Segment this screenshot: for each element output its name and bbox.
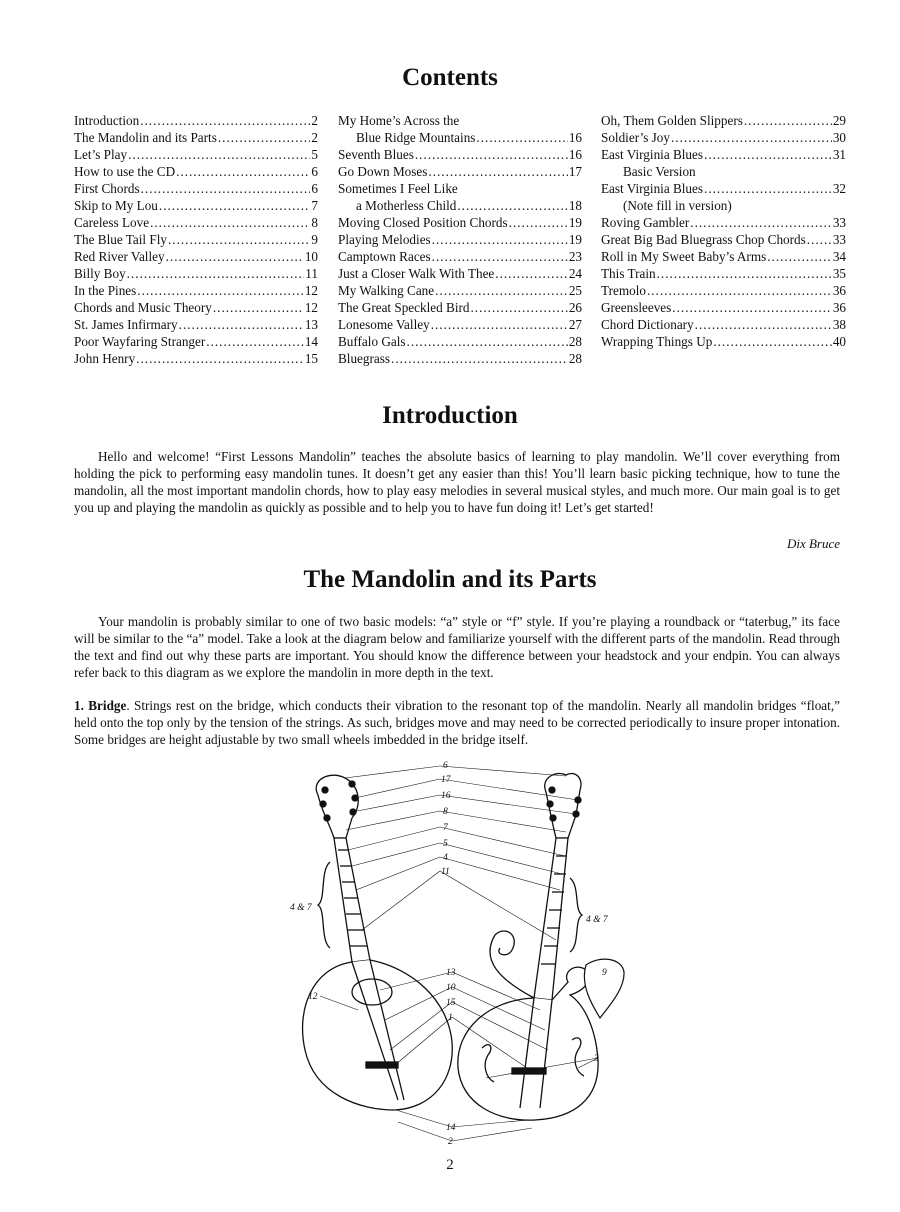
toc-entry[interactable] (601, 299, 846, 316)
toc-entry[interactable] (74, 146, 318, 163)
toc-entry[interactable] (338, 316, 582, 333)
toc-entry[interactable] (74, 350, 318, 367)
toc-entry-page: 11 (305, 266, 318, 281)
label-top-5: 7 (443, 823, 448, 833)
toc-entry-page: 24 (568, 266, 582, 281)
toc-entry-page: 15 (304, 351, 318, 366)
label-body-2: 10 (446, 983, 456, 993)
toc-entry-title: Chords and Music Theory (74, 300, 212, 315)
toc-entry-title: Wrapping Things Up (601, 334, 713, 349)
parts-heading: The Mandolin and its Parts (303, 566, 597, 593)
toc-entry[interactable] (601, 316, 846, 333)
toc-entry-title: Introduction (74, 113, 140, 128)
toc-entry[interactable] (74, 231, 318, 248)
toc-entry[interactable] (601, 197, 846, 214)
toc-entry-title: Tremolo (601, 283, 646, 298)
toc-entry-page: 28 (568, 334, 582, 349)
toc-entry[interactable] (338, 112, 582, 129)
toc-entry-page: 2 (311, 130, 318, 145)
toc-leader-dots (176, 163, 310, 180)
toc-leader-dots (432, 231, 568, 248)
toc-entry-page: 6 (311, 164, 318, 179)
toc-entry[interactable] (601, 231, 846, 248)
toc-entry-title: Moving Closed Position Chords (338, 215, 508, 230)
toc-entry-title: This Train (601, 266, 656, 281)
toc-leader-dots (495, 265, 568, 282)
toc-entry-title: John Henry (74, 351, 136, 366)
toc-entry[interactable] (601, 112, 846, 129)
toc-entry-page: 34 (832, 249, 846, 264)
toc-leader-dots (807, 231, 832, 248)
toc-leader-dots (218, 129, 311, 146)
toc-entry[interactable] (338, 214, 582, 231)
toc-entry[interactable] (74, 299, 318, 316)
toc-entry[interactable] (601, 129, 846, 146)
toc-entry-title: a Motherless Child (356, 198, 457, 213)
toc-entry-title: Let’s Play (74, 147, 128, 162)
toc-entry-title: Lonesome Valley (338, 317, 430, 332)
toc-entry-page: 33 (832, 215, 846, 230)
toc-entry-page: 6 (311, 181, 318, 196)
toc-entry-title: Chord Dictionary (601, 317, 694, 332)
toc-entry-page: 19 (568, 232, 582, 247)
contents-heading: Contents (402, 64, 498, 91)
toc-entry-title: Basic Version (623, 164, 696, 179)
toc-entry[interactable] (601, 214, 846, 231)
toc-entry-title: Buffalo Gals (338, 334, 406, 349)
a-style-mandolin (303, 775, 453, 1110)
label-top-2: 17 (441, 775, 451, 785)
toc-entry-title: The Blue Tail Fly (74, 232, 167, 247)
toc-entry[interactable] (338, 146, 582, 163)
bridge-label: 1. Bridge (74, 698, 127, 713)
toc-leader-dots (672, 299, 832, 316)
toc-entry[interactable] (601, 146, 846, 163)
toc-entry-page: 28 (568, 351, 582, 366)
toc-entry-page: 19 (568, 215, 582, 230)
author-signature: Dix Bruce (786, 536, 840, 551)
toc-entry-title: Just a Closer Walk With Thee (338, 266, 495, 281)
label-top-8: 11 (441, 867, 450, 877)
toc-leader-dots (457, 197, 567, 214)
label-body-3: 15 (446, 998, 456, 1008)
toc-entry-page: 13 (304, 317, 318, 332)
toc-leader-dots (136, 350, 304, 367)
toc-entry-title: Billy Boy (74, 266, 126, 281)
toc-entry-title: In the Pines (74, 283, 137, 298)
toc-entry-title: Roving Gambler (601, 215, 690, 230)
toc-entry[interactable] (338, 248, 582, 265)
toc-leader-dots (476, 129, 567, 146)
toc-leader-dots (407, 333, 568, 350)
toc-entry-title: First Chords (74, 181, 140, 196)
toc-entry[interactable] (338, 163, 582, 180)
toc-entry-title: My Home’s Across the (338, 113, 460, 128)
toc-entry[interactable] (74, 197, 318, 214)
toc-entry[interactable] (601, 333, 846, 350)
toc-leader-dots (704, 146, 832, 163)
toc-entry-title: St. James Infirmary (74, 317, 178, 332)
toc-entry-title: (Note fill in version) (623, 198, 732, 213)
toc-entry-page: 36 (832, 283, 846, 298)
toc-leader-dots (159, 197, 311, 214)
toc-leader-dots (435, 282, 568, 299)
toc-entry-page: 23 (568, 249, 582, 264)
toc-leader-dots (127, 265, 305, 282)
toc-entry[interactable] (74, 214, 318, 231)
toc-leader-dots (647, 282, 832, 299)
label-bottom-2: 2 (448, 1137, 453, 1147)
toc-entry-title: Camptown Races (338, 249, 431, 264)
toc-column-1 (74, 112, 318, 367)
toc-entry-title: Great Big Bad Bluegrass Chop Chords (601, 232, 806, 247)
toc-entry[interactable] (74, 316, 318, 333)
toc-entry-page: 5 (311, 147, 318, 162)
label-top-4: 8 (443, 807, 448, 817)
toc-entry-title: East Virginia Blues (601, 147, 704, 162)
toc-entry-page: 9 (311, 232, 318, 247)
toc-entry-title: Poor Wayfaring Stranger (74, 334, 206, 349)
toc-entry[interactable] (601, 265, 846, 282)
toc-leader-dots (431, 316, 568, 333)
toc-entry-page: 29 (832, 113, 846, 128)
toc-entry[interactable] (601, 282, 846, 299)
toc-entry-page: 35 (832, 266, 846, 281)
toc-leader-dots (415, 146, 568, 163)
toc-entry[interactable] (74, 180, 318, 197)
toc-entry[interactable] (74, 248, 318, 265)
toc-entry-title: My Walking Cane (338, 283, 435, 298)
bridge-paragraph (74, 697, 840, 748)
label-body-left: 12 (308, 992, 318, 1002)
label-body-1: 13 (446, 968, 456, 978)
toc-leader-dots (166, 248, 304, 265)
toc-entry[interactable] (338, 333, 582, 350)
toc-leader-dots (432, 248, 568, 265)
toc-leader-dots (206, 333, 304, 350)
toc-entry-page: 40 (832, 334, 846, 349)
toc-entry[interactable] (338, 299, 582, 316)
toc-entry[interactable] (601, 248, 846, 265)
toc-entry-page: 7 (311, 198, 318, 213)
mandolin-diagram (280, 755, 630, 1155)
toc-entry-page: 12 (304, 283, 318, 298)
toc-entry-page: 2 (311, 113, 318, 128)
bridge-text: . Strings rest on the bridge, which conducts their vibration to the resonant top of the mandolin. Nearly all mandolin bridges “float,” held onto the top only by the tension of the strings. As such, bridges move and may need to be corrected periodically to insure proper intonation. Some bridges are height adjustable by two small wheels imbedded in the bridge itself. (74, 698, 840, 747)
toc-entry-page: 30 (832, 130, 846, 145)
label-body-4: 1 (448, 1013, 453, 1023)
toc-entry-page: 38 (832, 317, 846, 332)
toc-leader-dots (391, 350, 568, 367)
toc-entry[interactable] (601, 180, 846, 197)
toc-leader-dots (713, 333, 832, 350)
toc-entry-title: Greensleeves (601, 300, 672, 315)
toc-leader-dots (690, 214, 832, 231)
toc-entry-title: Playing Melodies (338, 232, 431, 247)
toc-leader-dots (168, 231, 310, 248)
toc-entry[interactable] (338, 231, 582, 248)
toc-leader-dots (428, 163, 567, 180)
toc-entry-title: How to use the CD (74, 164, 176, 179)
label-bottom-1: 14 (446, 1123, 456, 1133)
toc-entry-title: Seventh Blues (338, 147, 414, 162)
label-top-6: 5 (443, 839, 448, 849)
toc-entry-title: Blue Ridge Mountains (356, 130, 476, 145)
parts-paragraph: Your mandolin is probably similar to one of two basic models: “a” style or “f” style. If you’re playing a roundback or “taterbug,” its face will be similar to the “a” model. Take a look at the diagram below and familiarize yourself with the different parts of the mandolin. Read through the text and find out why these parts are important. You should know the difference between your headstock and your endpin. You can always refer back to this diagram as we explore the mandolin in more depth in the text. (74, 614, 840, 680)
toc-entry-page: 33 (832, 232, 846, 247)
toc-leader-dots (704, 180, 832, 197)
toc-leader-dots (179, 316, 304, 333)
toc-entry[interactable] (338, 180, 582, 197)
toc-entry-page: 32 (832, 181, 846, 196)
label-top-1: 6 (443, 761, 448, 771)
toc-entry-page: 10 (304, 249, 318, 264)
toc-entry[interactable] (338, 129, 582, 146)
toc-entry[interactable] (338, 350, 582, 367)
toc-column-2 (338, 112, 582, 367)
toc-entry[interactable] (74, 112, 318, 129)
toc-entry-page: 8 (311, 215, 318, 230)
toc-entry-title: Sometimes I Feel Like (338, 181, 458, 196)
toc-entry-page: 18 (568, 198, 582, 213)
toc-entry[interactable] (338, 282, 582, 299)
toc-entry[interactable] (74, 333, 318, 350)
toc-entry[interactable] (601, 163, 846, 180)
label-right-brace: 4 & 7 (586, 915, 608, 925)
toc-entry-page: 16 (568, 147, 582, 162)
toc-entry-title: Skip to My Lou (74, 198, 158, 213)
toc-entry-title: Red River Valley (74, 249, 165, 264)
toc-leader-dots (744, 112, 832, 129)
page-number: 2 (446, 1157, 454, 1173)
toc-entry-page: 14 (304, 334, 318, 349)
toc-leader-dots (695, 316, 832, 333)
introduction-paragraph: Hello and welcome! “First Lessons Mandolin” teaches the absolute basics of learning to play mandolin. We’ll cover everything from holding the pick to performing easy mandolin tunes. It doesn’t get any easier than this! You’ll learn basic picking technique, how to tune the mandolin, all the most important mandolin chords, how to play easy melodies in several musical styles, and much more. Our main goal is to get you up and playing the mandolin as quickly as possible and to help you to have fun doing it! Let’s get started! (74, 449, 840, 515)
toc-entry-title: Soldier’s Joy (601, 130, 670, 145)
toc-entry-title: Careless Love (74, 215, 150, 230)
toc-leader-dots (509, 214, 568, 231)
label-top-3: 16 (441, 791, 451, 801)
toc-entry-title: The Great Speckled Bird (338, 300, 470, 315)
toc-entry-page: 36 (832, 300, 846, 315)
toc-entry-page: 31 (832, 147, 846, 162)
toc-entry[interactable] (338, 265, 582, 282)
label-pick: 9 (602, 968, 607, 978)
toc-entry[interactable] (74, 282, 318, 299)
toc-entry[interactable] (74, 265, 318, 282)
label-right-body: 3 (594, 1054, 599, 1064)
toc-entry-title: The Mandolin and its Parts (74, 130, 217, 145)
toc-leader-dots (213, 299, 304, 316)
toc-entry-title: Bluegrass (338, 351, 391, 366)
toc-entry-page: 25 (568, 283, 582, 298)
toc-leader-dots (671, 129, 832, 146)
introduction-heading: Introduction (382, 402, 518, 429)
toc-leader-dots (128, 146, 310, 163)
toc-entry-title: East Virginia Blues (601, 181, 704, 196)
toc-entry[interactable] (338, 197, 582, 214)
label-top-7: 4 (443, 853, 448, 863)
toc-leader-dots (137, 282, 304, 299)
toc-leader-dots (150, 214, 310, 231)
toc-entry-page: 17 (568, 164, 582, 179)
toc-leader-dots (767, 248, 832, 265)
toc-leader-dots (140, 112, 310, 129)
toc-entry-page: 26 (568, 300, 582, 315)
toc-entry-title: Oh, Them Golden Slippers (601, 113, 743, 128)
toc-entry-page: 12 (304, 300, 318, 315)
toc-entry-page: 16 (568, 130, 582, 145)
toc-leader-dots (470, 299, 567, 316)
toc-column-3 (601, 112, 846, 350)
toc-entry-page: 27 (568, 317, 582, 332)
toc-leader-dots (657, 265, 832, 282)
toc-leader-dots (141, 180, 311, 197)
toc-entry-title: Roll in My Sweet Baby’s Arms (601, 249, 767, 264)
toc-entry-title: Go Down Moses (338, 164, 428, 179)
toc-entry[interactable] (74, 129, 318, 146)
label-left-brace: 4 & 7 (290, 903, 312, 913)
toc-entry[interactable] (74, 163, 318, 180)
